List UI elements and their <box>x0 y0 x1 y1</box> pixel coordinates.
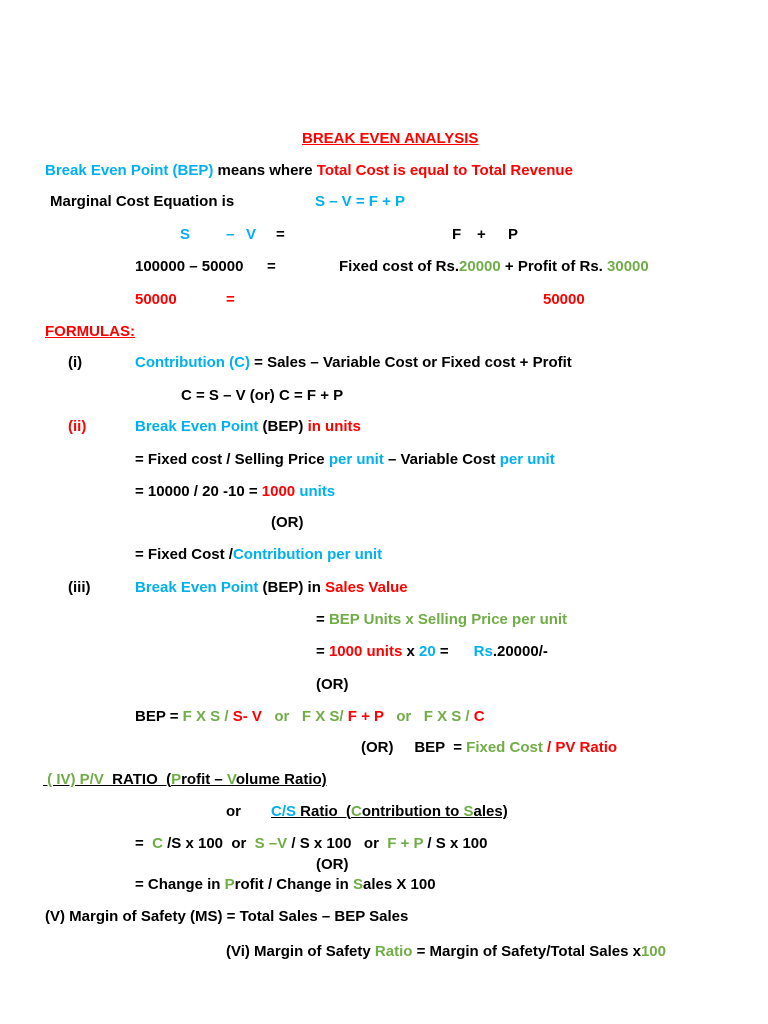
f4-m7: / S x 100 <box>423 835 488 852</box>
formula-4-title <box>43 771 327 788</box>
bep-term: Break Even Point (BEP) <box>45 162 214 179</box>
f6-d: 100 <box>640 943 666 960</box>
formula-3-bep-line <box>135 708 485 725</box>
f6-a: (Vi) Margin of Safety <box>226 943 375 960</box>
f4-m5: / S x 100 or <box>287 835 388 852</box>
f4-c: P <box>171 771 182 788</box>
profit-value: 30000 <box>607 258 649 275</box>
formula-5: (V) Margin of Safety (MS) = Total Sales – BEP Sales <box>45 908 409 925</box>
formula-3-line2 <box>316 611 567 628</box>
f6-c: = Margin of Safety/Total Sales x <box>412 943 641 960</box>
v-symbol: V <box>246 226 257 243</box>
f3-l2a: = <box>316 611 329 628</box>
f4-n5: ales X 100 <box>362 876 436 893</box>
f4-e: V <box>226 771 236 788</box>
formula-2-title <box>135 418 361 435</box>
mce-label: Marginal Cost Equation is <box>50 193 235 210</box>
means-text: means where <box>213 162 317 179</box>
formula-2-or: (OR) <box>271 514 304 531</box>
formula-3-title <box>135 579 408 596</box>
f3-b9: C <box>473 708 485 725</box>
f2-l2b: – Variable Cost <box>383 451 500 468</box>
f4-m1: = <box>135 835 153 852</box>
f4-m6: F + P <box>387 835 424 852</box>
minus-symbol: – <box>226 226 235 243</box>
f3-b3: S- V <box>232 708 262 725</box>
formula-2-line3 <box>135 483 335 500</box>
formula-4-or: or <box>226 803 241 820</box>
f3-bep: Break Even Point <box>135 579 259 596</box>
f4-g: Ratio ( <box>296 803 352 820</box>
mce-equation: S – V = F + P <box>315 193 406 210</box>
f4-m2: C <box>152 835 163 852</box>
f3-c2: Fixed Cost <box>466 739 543 756</box>
contribution-term: Contribution (C) <box>135 354 250 371</box>
f3-c1: (OR) BEP = <box>361 739 467 756</box>
f2-l3b: 1000 <box>261 483 296 500</box>
plus-symbol: + <box>477 226 486 243</box>
f3-b2: F X S / <box>182 708 233 725</box>
f4-b: RATIO ( <box>108 771 172 788</box>
f3-b7: or <box>383 708 424 725</box>
f4-n4: S <box>352 876 363 893</box>
example-equals: = <box>267 258 276 275</box>
f3-l3f: Rs <box>473 643 493 660</box>
f3-sales-value: Sales Value <box>325 579 408 596</box>
f4-n3: rofit / Change in <box>234 876 353 893</box>
f3-b4: or <box>261 708 302 725</box>
formula-1-line2: C = S – V (or) C = F + P <box>181 387 344 404</box>
per-unit-2: per unit <box>499 451 555 468</box>
f3-b5: F X S/ <box>301 708 348 725</box>
f4-cs: C/S <box>271 803 297 820</box>
f2-l3c: units <box>295 483 336 500</box>
f3-l3e: = <box>435 643 474 660</box>
example2-rhs: 50000 <box>543 291 585 308</box>
formulas-heading: FORMULAS: <box>45 323 135 340</box>
bep-label: Break Even Point <box>135 418 259 435</box>
example2-lhs: 50000 <box>135 291 177 308</box>
formula-3-or: (OR) <box>316 676 349 693</box>
fixed-cost-text: Fixed cost of Rs. <box>339 258 460 275</box>
formula-1-line <box>135 354 572 371</box>
f3-l2b: BEP Units x Selling Price per unit <box>328 611 568 628</box>
f2-l2a: = Fixed cost / Selling Price <box>135 451 329 468</box>
f2-l5a: = Fixed Cost / <box>135 546 233 563</box>
equals-symbol: = <box>276 226 285 243</box>
f4-k: ales) <box>473 803 508 820</box>
intro-line <box>45 162 573 179</box>
f4-n2: P <box>224 876 235 893</box>
bep-abbr: (BEP) <box>258 418 308 435</box>
f4-d: rofit – <box>181 771 227 788</box>
f4-f: olume Ratio) <box>235 771 327 788</box>
fixed-value: 20000 <box>459 258 501 275</box>
s-symbol: S <box>180 226 191 243</box>
f2-l3a: = 10000 / 20 -10 = <box>135 483 262 500</box>
f3-b1: BEP = <box>135 708 183 725</box>
formula-4-cs <box>271 803 508 820</box>
in-units: in units <box>307 418 361 435</box>
f3-b6: F + P <box>347 708 384 725</box>
formula-3-line3 <box>316 643 548 660</box>
f3-l3a: = <box>316 643 329 660</box>
f2-l5b: Contribution per unit <box>232 546 383 563</box>
formula-2-line2 <box>135 451 555 468</box>
f3-bep-abbr: (BEP) in <box>258 579 326 596</box>
f3-l3c: x <box>402 643 419 660</box>
formula-3-number: (iii) <box>68 579 91 596</box>
f4-m4: S –V <box>254 835 288 852</box>
f4-m3: /S x 100 or <box>162 835 255 852</box>
f4-i: ontribution to <box>361 803 464 820</box>
f3-l3d: 20 <box>419 643 436 660</box>
f-symbol: F <box>452 226 462 243</box>
f4-a: ( IV) P/V <box>43 771 109 788</box>
formula-6 <box>226 943 666 960</box>
f4-n1: = Change in <box>135 876 225 893</box>
formula-4-or2: (OR) <box>316 856 349 873</box>
f3-l3g: .20000/- <box>492 643 548 660</box>
formula-3-pv-line <box>361 739 617 756</box>
f3-l3b: 1000 units <box>328 643 403 660</box>
example-rhs <box>339 258 649 275</box>
f3-c3: / PV Ratio <box>542 739 618 756</box>
formula-2-number: (ii) <box>68 418 87 435</box>
formula-2-line5 <box>135 546 382 563</box>
equal-text: Total Cost is equal to Total Revenue <box>316 162 573 179</box>
per-unit: per unit <box>328 451 384 468</box>
contribution-definition: = Sales – Variable Cost or Fixed cost + Profit <box>249 354 572 371</box>
f6-b: Ratio <box>374 943 413 960</box>
formula-4-change <box>135 876 436 893</box>
example2-equals: = <box>226 291 235 308</box>
f4-j: S <box>463 803 474 820</box>
f3-b8: F X S / <box>423 708 474 725</box>
formula-4-math <box>135 835 487 852</box>
p-symbol: P <box>508 226 519 243</box>
profit-text: + Profit of Rs. <box>500 258 608 275</box>
f4-h: C <box>351 803 362 820</box>
page-title: BREAK EVEN ANALYSIS <box>302 130 479 147</box>
example-lhs: 100000 – 50000 <box>135 258 244 275</box>
formula-1-number: (i) <box>68 354 83 371</box>
